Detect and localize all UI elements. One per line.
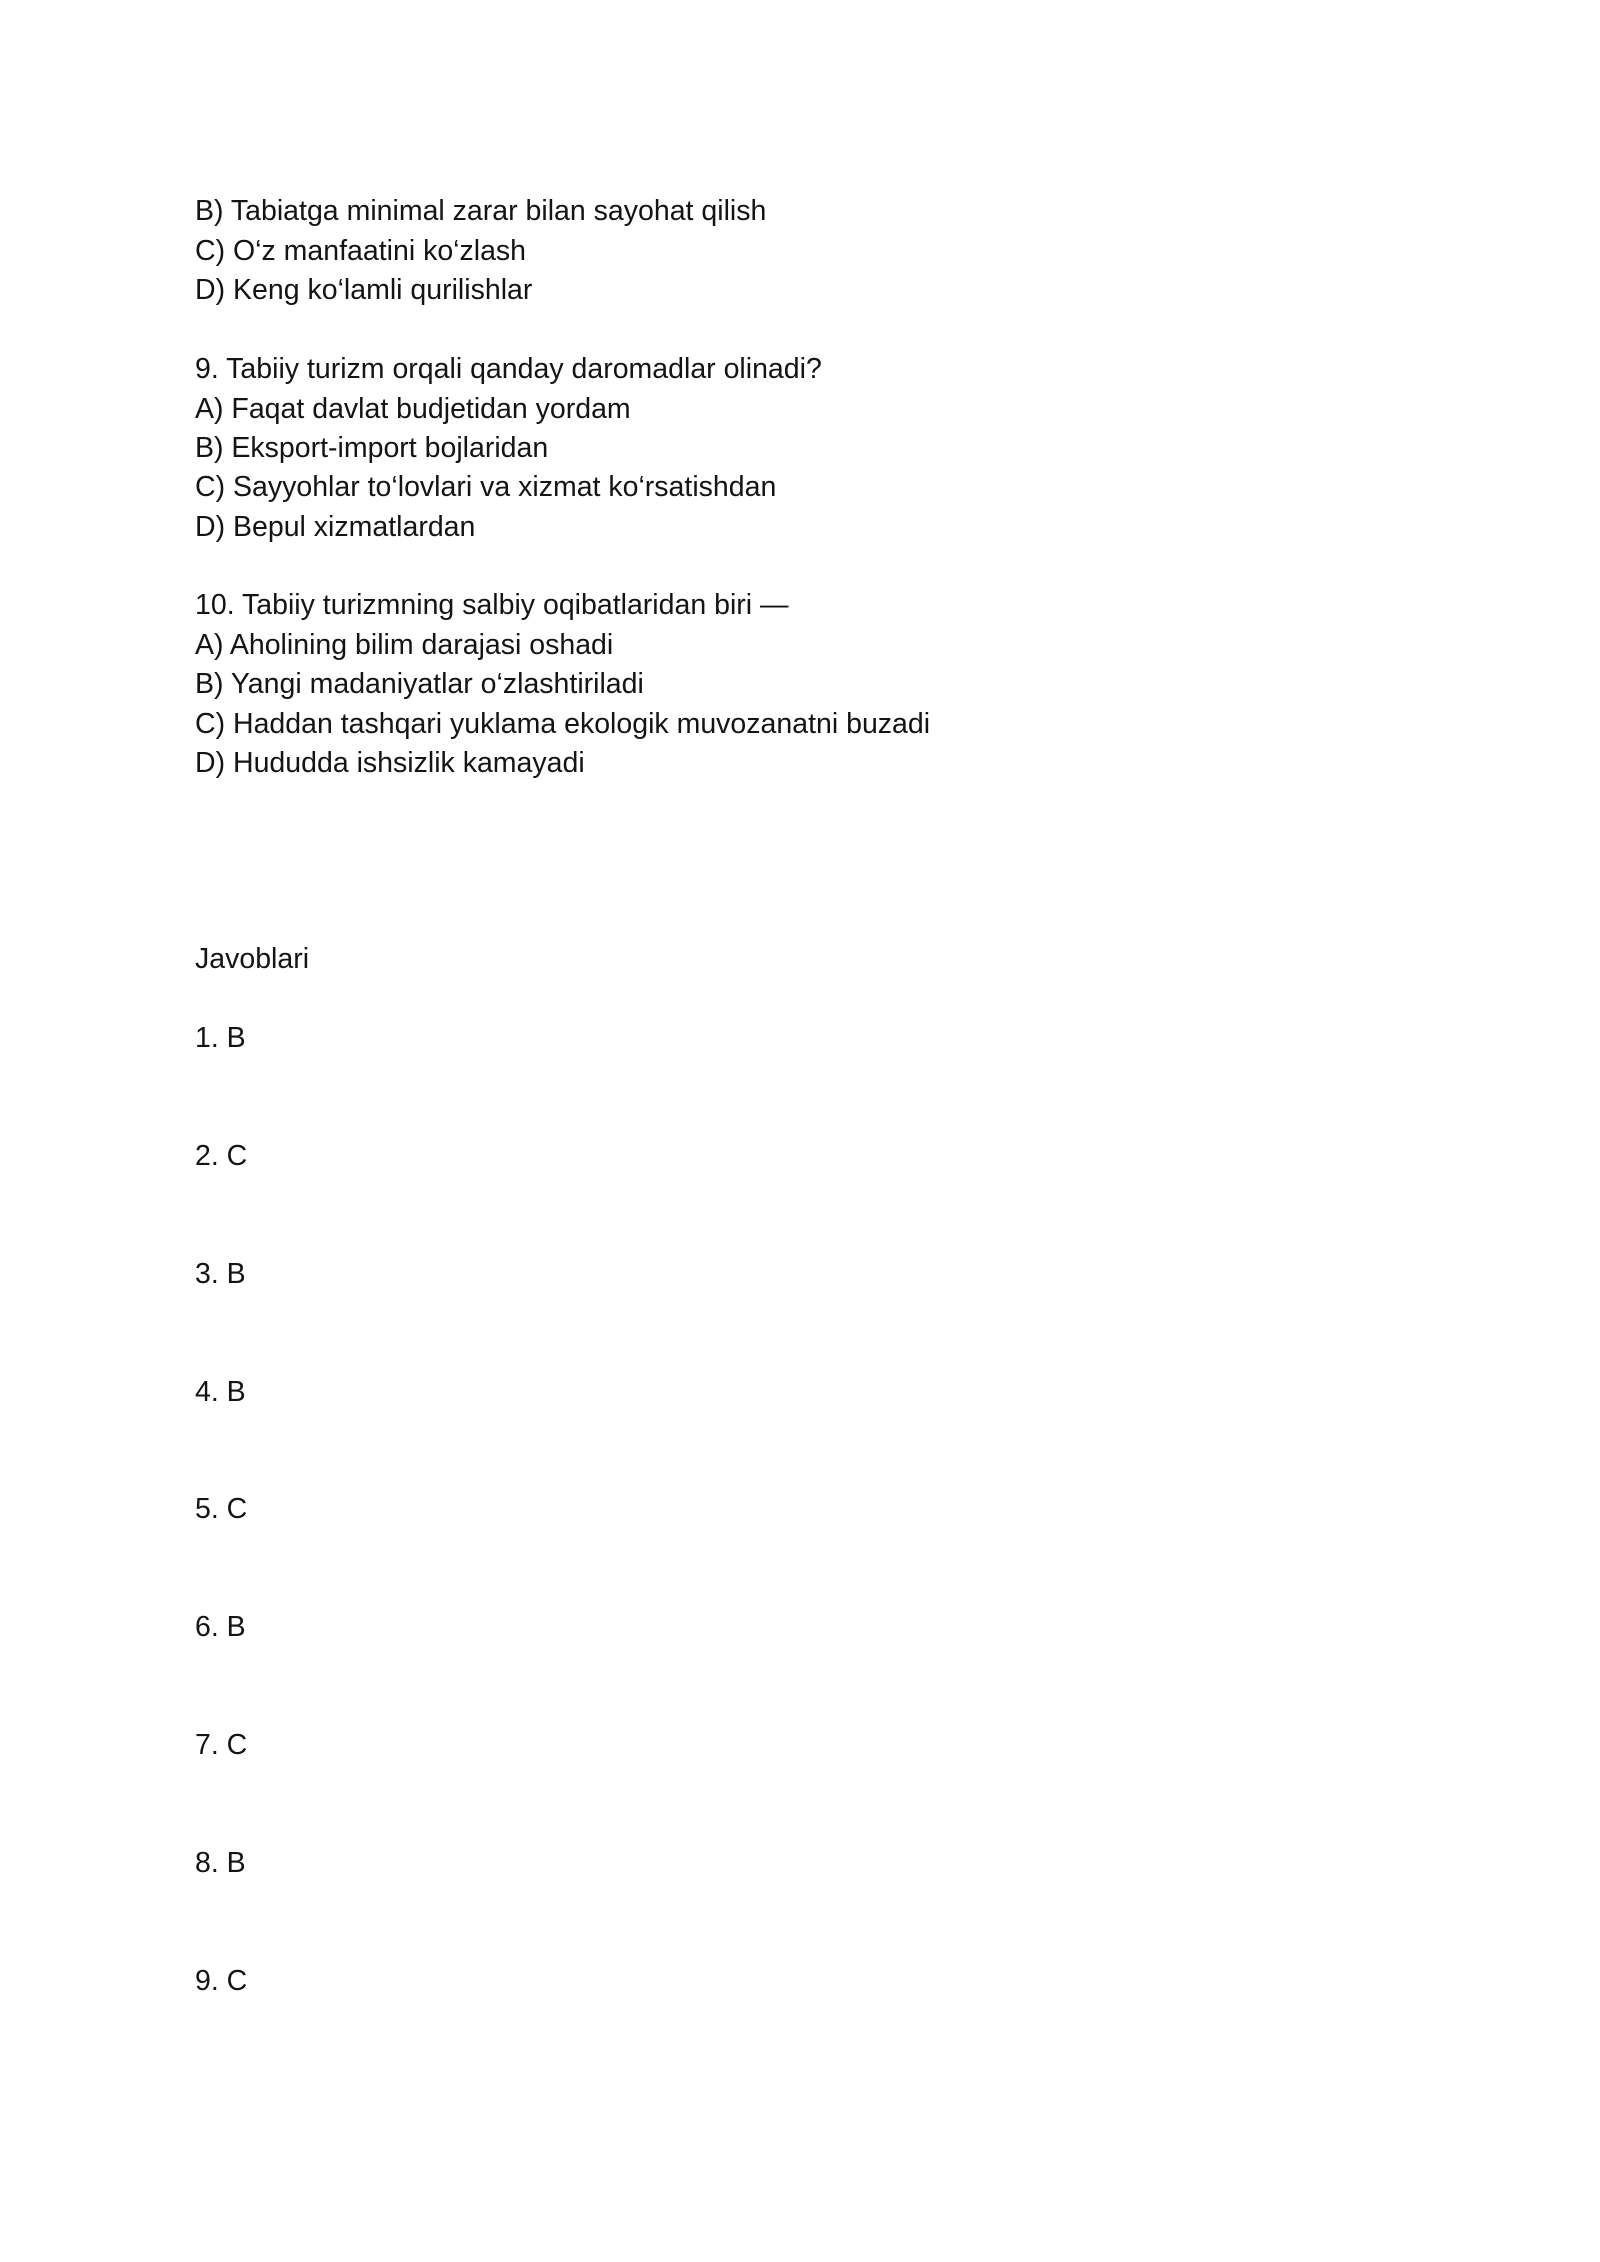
q9-option-a: A) Faqat davlat budjetidan yordam <box>195 393 631 425</box>
q9-option-d: D) Bepul xizmatlardan <box>195 511 476 543</box>
answers-heading: Javoblari <box>195 943 310 975</box>
q10-prompt: 10. Tabiiy turizmning salbiy oqibatlaridan biri — <box>195 589 789 621</box>
answer-item-8: 8. B <box>195 1847 246 1879</box>
q8-option-c: C) O‘z manfaatini ko‘zlash <box>195 235 527 267</box>
answer-item-6: 6. B <box>195 1611 246 1643</box>
q10-option-b: B) Yangi madaniyatlar o‘zlashtiriladi <box>195 668 644 700</box>
answer-item-7: 7. C <box>195 1729 248 1761</box>
q9-option-b: B) Eksport-import bojlaridan <box>195 432 549 464</box>
q9-option-c: C) Sayyohlar to‘lovlari va xizmat ko‘rsatishdan <box>195 471 777 503</box>
q10-option-d: D) Hududda ishsizlik kamayadi <box>195 747 585 779</box>
answer-item-1: 1. B <box>195 1022 246 1054</box>
answer-item-3: 3. B <box>195 1258 246 1290</box>
answer-item-2: 2. C <box>195 1140 248 1172</box>
q8-option-b: B) Tabiatga minimal zarar bilan sayohat qilish <box>195 195 767 227</box>
answer-item-9: 9. C <box>195 1965 248 1997</box>
answer-item-4: 4. B <box>195 1376 246 1408</box>
q9-prompt: 9. Tabiiy turizm orqali qanday daromadlar olinadi? <box>195 353 822 385</box>
q10-option-c: C) Haddan tashqari yuklama ekologik muvozanatni buzadi <box>195 708 931 740</box>
q8-option-d: D) Keng ko‘lamli qurilishlar <box>195 274 533 306</box>
q10-option-a: A) Aholining bilim darajasi oshadi <box>195 629 614 661</box>
answer-item-5: 5. C <box>195 1493 248 1525</box>
